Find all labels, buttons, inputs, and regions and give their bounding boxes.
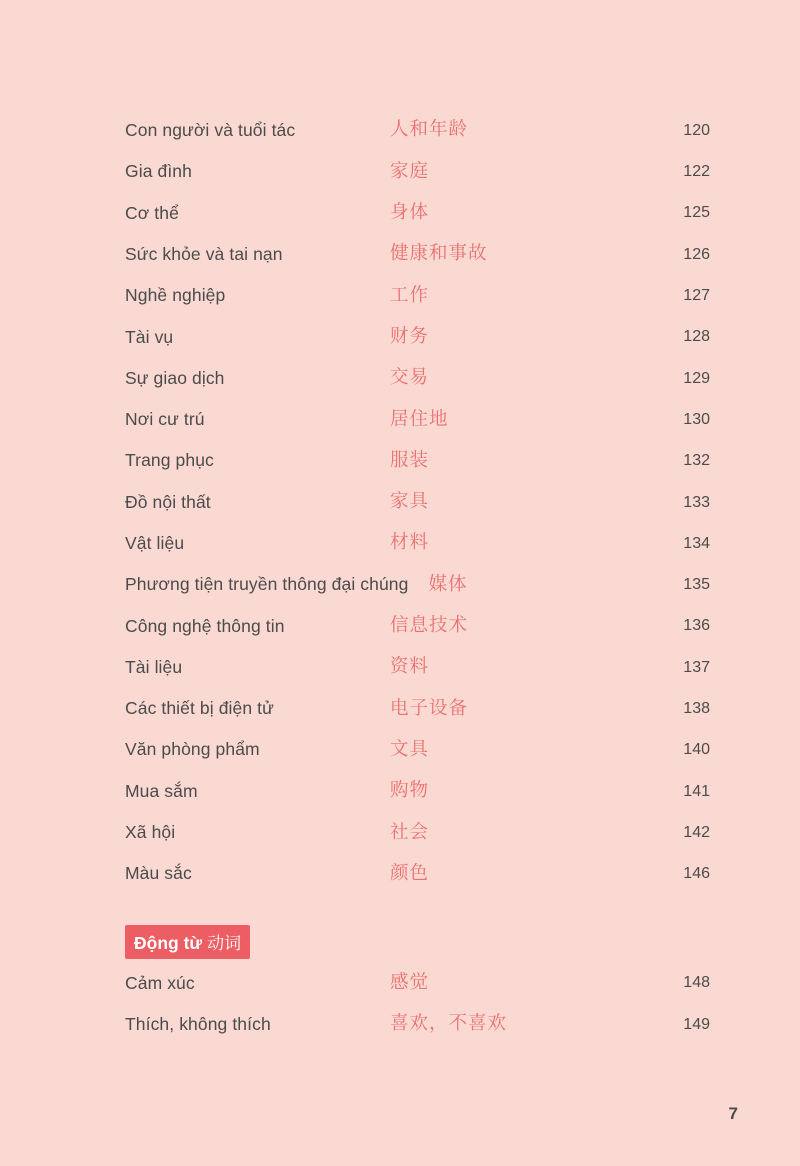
entry-vietnamese: Thích, không thích xyxy=(125,1013,271,1034)
entry-vietnamese: Vật liệu xyxy=(125,532,185,553)
entry-vietnamese: Sự giao dịch xyxy=(125,367,225,388)
toc-row xyxy=(125,440,710,481)
entry-vietnamese: Tài vụ xyxy=(125,326,174,347)
entry-chinese: 材料 xyxy=(390,532,430,554)
toc-table-top xyxy=(125,110,710,895)
toc-row xyxy=(125,151,710,192)
entry-chinese: 媒体 xyxy=(428,573,468,595)
entry-chinese: 社会 xyxy=(390,821,430,843)
entry-chinese: 身体 xyxy=(390,202,430,224)
entry-page-number: 140 xyxy=(683,741,710,759)
entry-vietnamese: Văn phòng phẩm xyxy=(125,739,260,760)
entry-chinese: 健康和事故 xyxy=(390,243,488,265)
section-heading xyxy=(125,925,250,959)
entry-vietnamese: Con người và tuổi tác xyxy=(125,120,296,141)
entry-page-number: 126 xyxy=(683,245,710,263)
entry-page-number: 148 xyxy=(683,974,710,992)
entry-page-number: 138 xyxy=(683,700,710,717)
entry-vietnamese: Phương tiện truyền thông đại chúng xyxy=(125,573,409,594)
entry-page-number: 125 xyxy=(683,204,710,222)
entry-vietnamese: Nghề nghiệp xyxy=(125,285,226,306)
entry-page-number: 120 xyxy=(683,121,710,139)
toc-row xyxy=(125,523,710,564)
entry-chinese: 财务 xyxy=(390,325,430,347)
toc-row xyxy=(125,358,710,399)
entry-chinese: 居住地 xyxy=(390,408,449,430)
entry-wide-cell xyxy=(125,564,640,605)
entry-chinese: 资料 xyxy=(390,656,430,678)
entry-vietnamese: Đồ nội thất xyxy=(125,491,211,512)
entry-chinese: 喜欢，不喜欢 xyxy=(390,1013,508,1035)
entry-chinese: 电子设备 xyxy=(390,697,469,719)
entry-chinese: 工作 xyxy=(390,284,430,306)
entry-vietnamese: Màu sắc xyxy=(125,863,192,884)
entry-page-number: 135 xyxy=(683,576,710,594)
entry-vietnamese: Cảm xúc xyxy=(125,972,195,993)
entry-page-number: 137 xyxy=(683,658,710,676)
toc-row xyxy=(125,193,710,234)
entry-chinese: 购物 xyxy=(390,780,430,802)
entry-page-number: 122 xyxy=(683,163,710,181)
entry-vietnamese: Sức khỏe và tai nạn xyxy=(125,243,283,264)
entry-page-number: 146 xyxy=(683,865,710,883)
toc-row xyxy=(125,729,710,770)
toc-row xyxy=(125,963,710,1004)
section-heading-chinese: 动词 xyxy=(207,933,242,954)
entry-chinese: 人和年龄 xyxy=(390,119,469,141)
entry-page-number: 130 xyxy=(683,410,710,428)
entry-chinese: 文具 xyxy=(390,738,430,760)
entry-chinese: 交易 xyxy=(390,367,430,389)
entry-page-number: 127 xyxy=(683,287,710,305)
entry-vietnamese: Xã hội xyxy=(125,822,176,843)
entry-chinese: 感觉 xyxy=(390,972,430,994)
toc-row xyxy=(125,275,710,316)
entry-page-number: 128 xyxy=(683,328,710,346)
toc-table-section xyxy=(125,963,710,1046)
toc-row xyxy=(125,771,710,812)
entry-page-number: 134 xyxy=(683,534,710,552)
toc-row xyxy=(125,482,710,523)
page-folio: 7 xyxy=(728,1104,738,1123)
toc-row xyxy=(125,234,710,275)
entry-vietnamese: Nơi cư trú xyxy=(125,409,205,430)
entry-chinese: 颜色 xyxy=(390,862,430,884)
entry-page-number: 129 xyxy=(683,369,710,387)
entry-vietnamese: Cơ thể xyxy=(125,202,179,223)
toc-row xyxy=(125,399,710,440)
entry-vietnamese: Tài liệu xyxy=(125,656,183,677)
toc-row xyxy=(125,853,710,894)
entry-vietnamese: Trang phục xyxy=(125,450,214,471)
entry-vietnamese: Các thiết bị điện tử xyxy=(125,698,274,719)
entry-page-number: 141 xyxy=(683,782,710,800)
entry-chinese: 信息技术 xyxy=(390,615,469,637)
toc-row xyxy=(125,647,710,688)
toc-row xyxy=(125,564,710,605)
section-heading-vietnamese: Động từ xyxy=(134,932,203,953)
entry-page-number: 133 xyxy=(683,493,710,511)
toc-row xyxy=(125,1004,710,1045)
toc-row xyxy=(125,316,710,357)
toc-row xyxy=(125,110,710,151)
entry-vietnamese: Công nghệ thông tin xyxy=(125,615,285,636)
entry-vietnamese: Gia đình xyxy=(125,161,192,182)
entry-page-number: 149 xyxy=(683,1015,710,1033)
entry-chinese: 家具 xyxy=(390,491,430,513)
entry-page-number: 142 xyxy=(683,823,710,841)
entry-chinese: 家庭 xyxy=(390,160,430,182)
toc-row xyxy=(125,688,710,729)
entry-chinese: 服装 xyxy=(390,449,430,471)
entry-vietnamese: Mua sắm xyxy=(125,780,198,801)
entry-page-number: 136 xyxy=(683,617,710,635)
toc-row xyxy=(125,606,710,647)
entry-page-number: 132 xyxy=(683,452,710,470)
toc-row xyxy=(125,812,710,853)
